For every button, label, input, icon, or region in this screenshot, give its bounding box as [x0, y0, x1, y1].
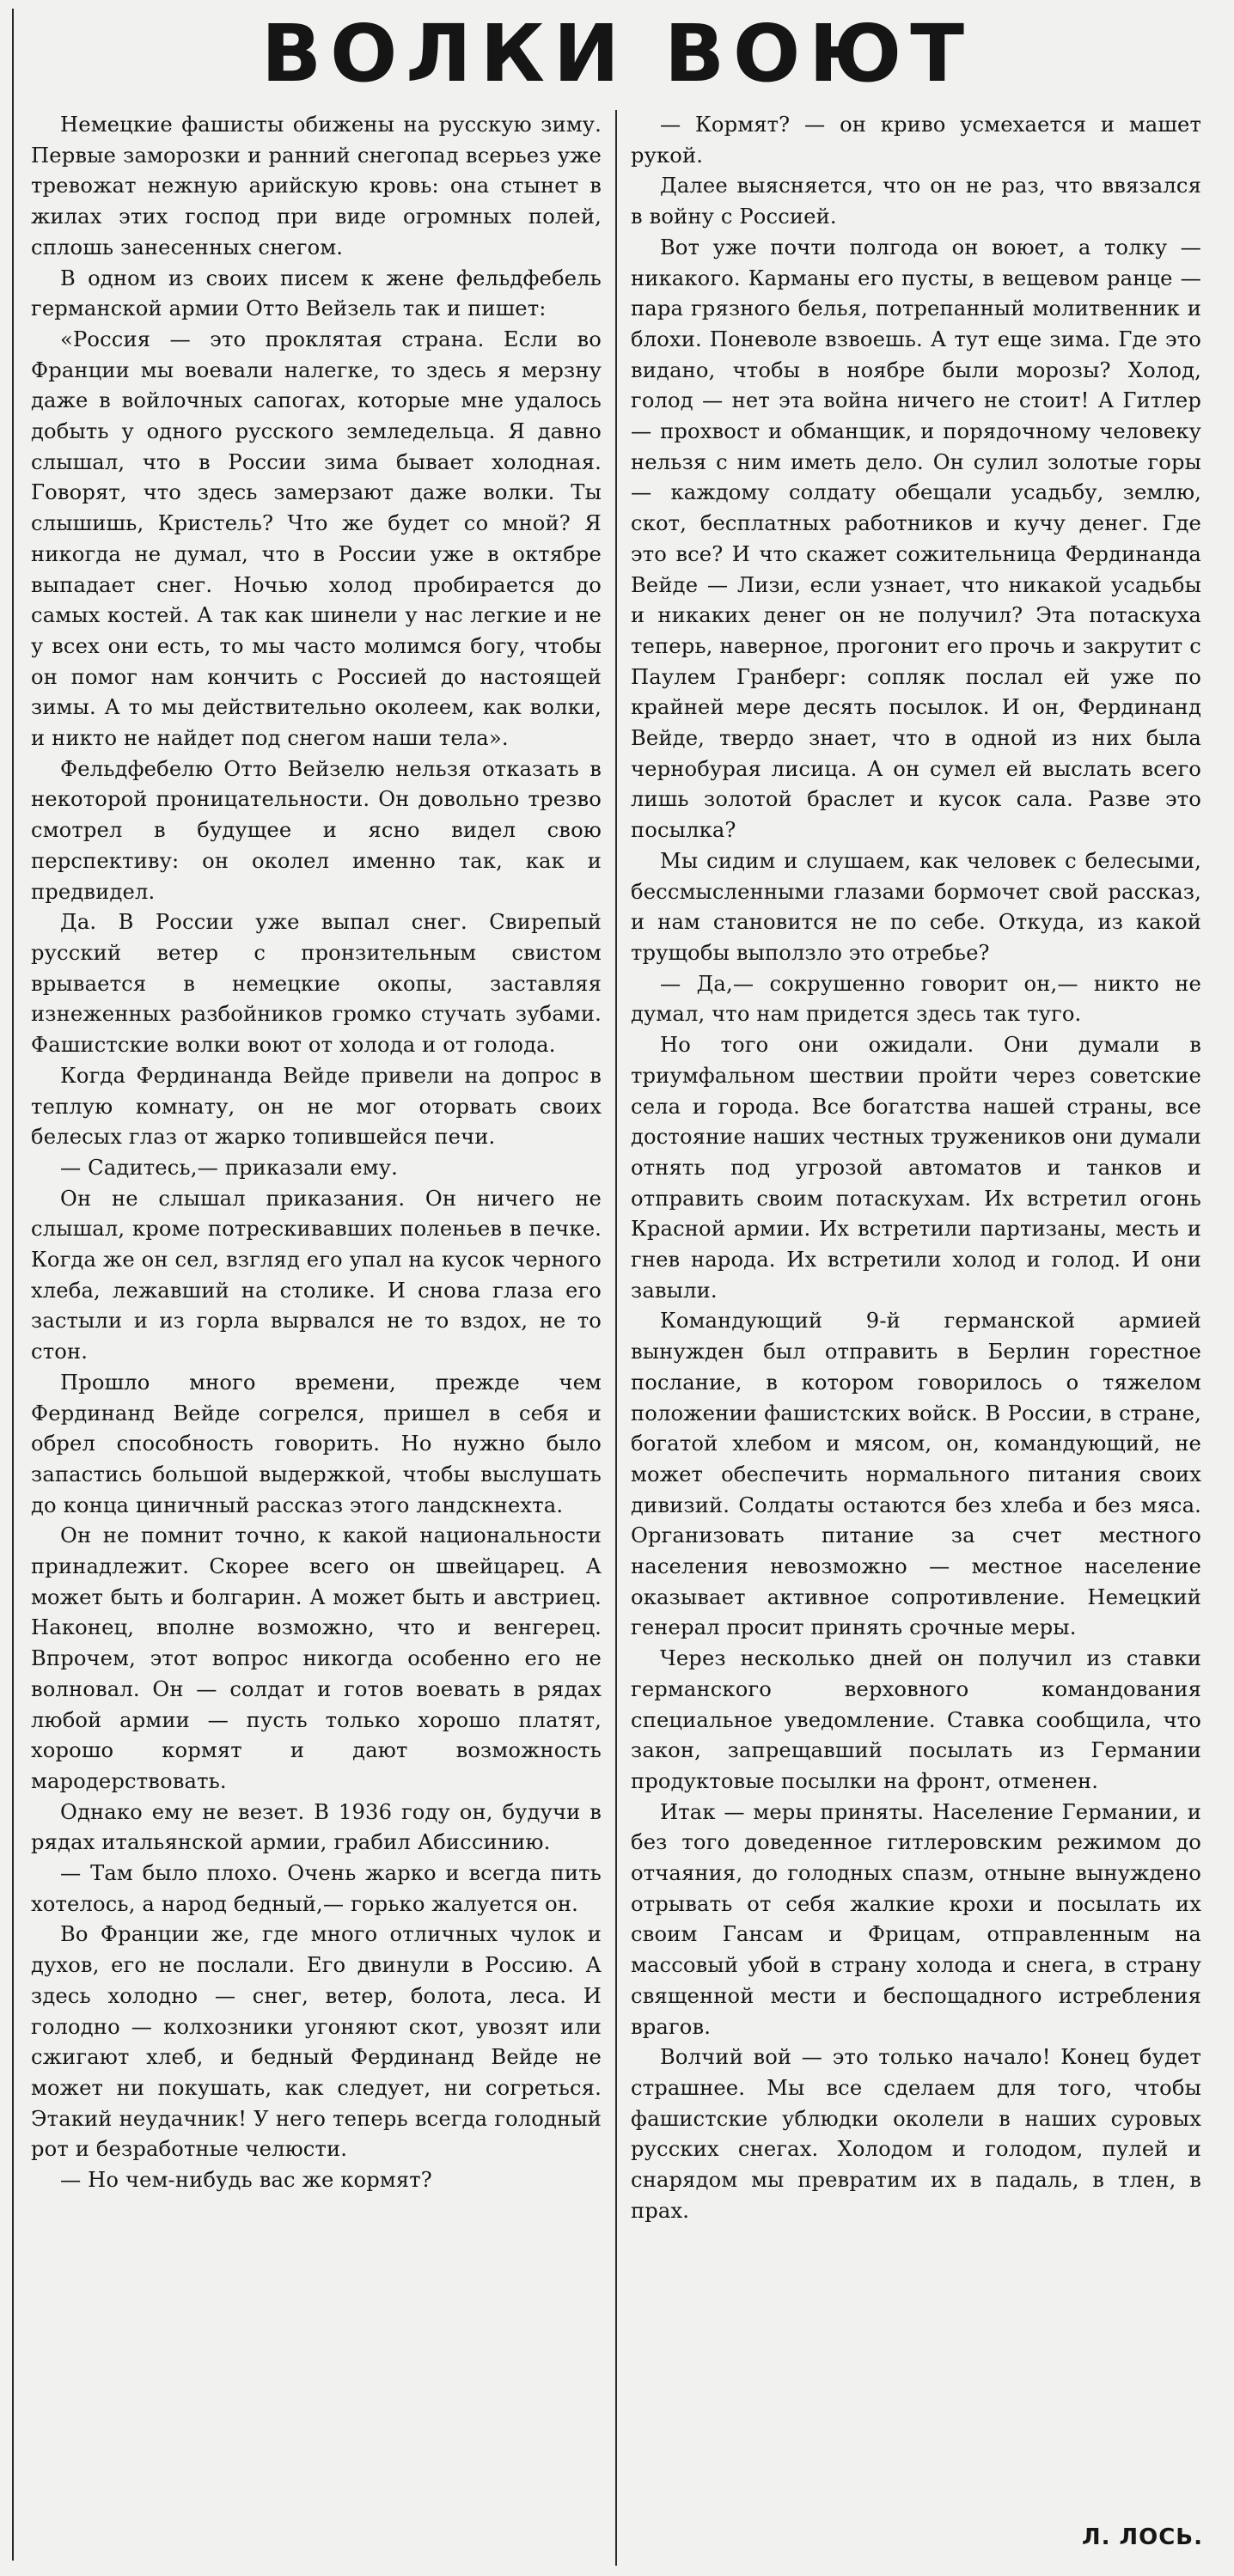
paragraph: — Садитесь,— приказали ему.	[60, 1155, 398, 1180]
paragraph: Когда Фердинанда Вейде привели на допрос в теплую комнату, он не мог оторвать своих белесых глаз от жарко топившейся печи.	[31, 1063, 602, 1150]
paragraph: — Кормят? — он криво усмехается и машет рукой.	[631, 113, 1201, 168]
paragraph: Но того они ожидали. Они думали в триумфальном шествии пройти через советские села и города. Все богатства нашей страны, все достояние наших честных тружеников они думали отнять под угрозой автоматов и танков и отправить своим потаскухам. Их встретил огонь Красной армии. Их встретили партизаны, месть и гнев народа. Их встретили холод и голод. И они завыли.	[631, 1033, 1201, 1303]
paragraph: В одном из своих писем к жене фельдфебель германской армии Отто Вейзель так и пишет:	[31, 266, 602, 321]
left-column	[31, 110, 602, 2564]
right-column	[631, 110, 1201, 2564]
paragraph: Далее выясняется, что он не раз, что ввязался в войну с Россией.	[631, 174, 1201, 229]
article-title: ВОЛКИ ВОЮТ	[260, 8, 974, 100]
paragraph: Мы сидим и слушаем, как человек с белесыми, бессмысленными глазами бормочет свой рассказ, и нам становится не по себе. Откуда, из какой трущобы выползло это отребье?	[631, 848, 1201, 965]
paragraph: Он не помнит точно, к какой национальности принадлежит. Скорее всего он швейцарец. А может быть и болгарин. А может быть и австриец. Наконец, вполне возможно, что и венгерец. Впрочем, этот вопрос никогда особенно его не волновал. Он — солдат и готов воевать в рядах любой армии — пусть только хорошо платят, хорошо кормят и дают возможность мародерствовать.	[31, 1523, 602, 1793]
paragraph: Фельдфебелю Отто Вейзелю нельзя отказать в некоторой проницательности. Он довольно трезво смотрел в будущее и ясно видел свою перспективу: он околел именно так, как и предвидел.	[31, 756, 602, 904]
paragraph: Да. В России уже выпал снег. Свирепый русский ветер с пронзительным свистом врывается в немецкие окопы, заставляя изнеженных разбойников громко стучать зубами. Фашистские волки воют от холода и от голода.	[31, 910, 602, 1058]
paragraph: Однако ему не везет. В 1936 году он, будучи в рядах итальянской армии, грабил Абиссинию.	[31, 1799, 602, 1855]
author-signature: Л. ЛОСЬ.	[1070, 2524, 1203, 2550]
paragraph: Вот уже почти полгода он воюет, а толку — никакого. Карманы его пусты, в вещевом ранце — пара грязного белья, потрепанный молитвенник и блохи. Поневоле взвоешь. А тут еще зима. Где это видано, чтобы в ноябре были морозы? Холод, голод — нет эта война ничего не стоит! А Гитлер — прохвост и обманщик, и порядочному человеку нельзя с ним иметь дело. Он сулил золотые горы — каждому солдату обещали усадьбу, землю, скот, бесплатных работников и кучу денег. Где это все? И что скажет сожительница Фердинанда Вейде — Лизи, если узнает, что никакой усадьбы и никаких денег он не получил? Эта потаскуха теперь, наверное, прогонит его прочь и закрутит с Паулем Гранберг: сопляк послал ей уже по крайней мере десять посылок. И он, Фердинанд Вейде, твердо знает, что в одной из них была чернобурая лисица. А он сумел ей выслать всего лишь золотой браслет и кусок сала. Разве это посылка?	[631, 235, 1201, 843]
column-divider	[615, 110, 617, 2566]
paragraph: Прошло много времени, прежде чем Фердинанд Вейде согрелся, пришел в себя и обрел способность говорить. Но нужно было запастись большой выдержкой, чтобы выслушать до конца циничный рассказ этого ландскнехта.	[31, 1370, 602, 1517]
paragraph: Итак — меры приняты. Население Германии, и без того доведенное гитлеровским режимом до отчаяния, до голодных спазм, отныне вынуждено отрывать от себя жалкие крохи и посылать их своим Гансам и Фрицам, отправленным на массовый убой в страну холода и снега, в страну священной мести и беспощадного истребления врагов.	[631, 1799, 1201, 2039]
paragraph: «Россия — это проклятая страна. Если во Франции мы воевали налегке, то здесь я мерзну даже в войлочных сапогах, которые мне удалось добыть у одного русского земледельца. Я давно слышал, что в России зима бывает холодная. Говорят, что здесь замерзают даже волки. Ты слышишь, Кристель? Что же будет со мной? Я никогда не думал, что в России уже в октябре выпадает снег. Ночью холод пробирается до самых костей. А так как шинели у нас легкие и не у всех они есть, то мы часто молимся богу, чтобы он помог нам кончить с Россией до настоящей зимы. А то мы действительно околеем, как волки, и никто не найдет под снегом наши тела».	[31, 327, 602, 751]
paragraph: — Но чем-нибудь вас же кормят?	[60, 2168, 432, 2193]
paragraph: Волчий вой — это только начало! Конец будет страшнее. Мы все сделаем для того, чтобы фашистские ублюдки околели в наших суровых русских снегах. Холодом и голодом, пулей и снарядом мы превратим их в падаль, в тлен, в прах.	[631, 2045, 1201, 2223]
left-margin-rule	[12, 9, 14, 2561]
paragraph: Через несколько дней он получил из ставки германского верховного командования специальное уведомление. Ставка сообщила, что закон, запрещавший посылать из Германии продуктовые посылки на фронт, отменен.	[631, 1646, 1201, 1793]
paragraph: — Там было плохо. Очень жарко и всегда пить хотелось, а народ бедный,— горько жалуется он.	[31, 1861, 602, 1916]
paragraph: Во Франции же, где много отличных чулок и духов, его не послали. Его двинули в Россию. А здесь холодно — снег, ветер, болота, леса. И голодно — колхозники угоняют скот, увозят или сжигают хлеб, и бедный Фердинанд Вейде не может ни покушать, как следует, ни согреться. Этакий неудачник! У него теперь всегда голодный рот и безработные челюсти.	[31, 1922, 602, 2162]
paragraph: — Да,— сокрушенно говорит он,— никто не думал, что нам придется здесь так туго.	[631, 971, 1201, 1027]
paragraph: Немецкие фашисты обижены на русскую зиму. Первые заморозки и ранний снегопад всерьез уже тревожат нежную арийскую кровь: она стынет в жилах этих господ при виде огромных полей, сплошь занесенных снегом.	[31, 113, 602, 259]
paragraph: Командующий 9-й германской армией вынужден был отправить в Берлин горестное послание, в котором говорилось о тяжелом положении фашистских войск. В России, в стране, богатой хлебом и мясом, он, командующий, не может обеспечить нормального питания своих дивизий. Солдаты остаются без хлеба и без мяса. Организовать питание за счет местного населения невозможно — местное население оказывает активное сопротивление. Немецкий генерал просит принять срочные меры.	[631, 1309, 1201, 1640]
paragraph: Он не слышал приказания. Он ничего не слышал, кроме потрескивавших поленьев в печке. Когда же он сел, взгляд его упал на кусок черного хлеба, лежавший на столике. И снова глаза его застыли и из горла вырвался не то вздох, не то стон.	[31, 1186, 602, 1364]
